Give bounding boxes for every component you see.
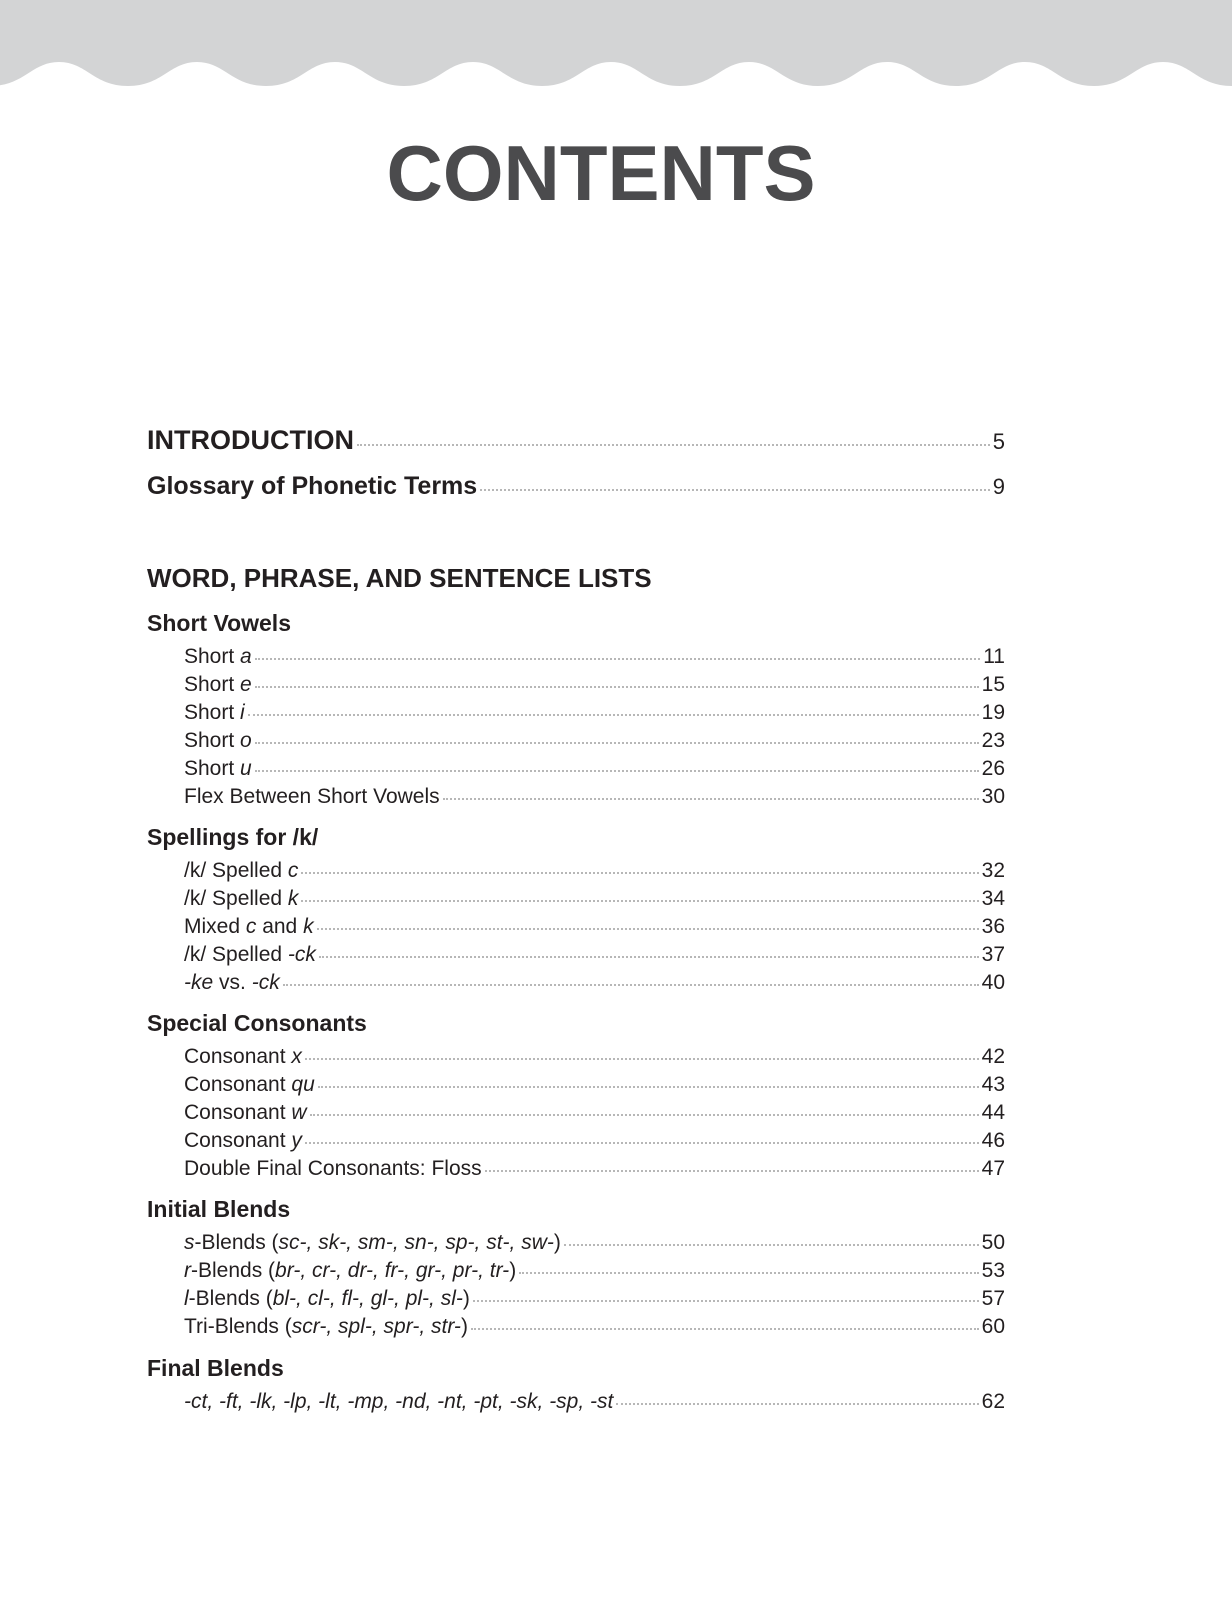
toc-entry[interactable] (184, 757, 1005, 781)
dot-leader (255, 770, 979, 772)
dot-leader (310, 1114, 979, 1116)
toc-entry-introduction[interactable] (147, 425, 1005, 456)
toc-page-number: 15 (981, 673, 1005, 696)
dot-leader (248, 714, 979, 716)
toc-entry-label: Short i (184, 701, 245, 724)
toc-page-number: 46 (981, 1129, 1005, 1152)
toc-entry[interactable] (184, 1287, 1005, 1311)
toc-entry-label: Consonant y (184, 1129, 302, 1152)
toc-page-number: 36 (981, 915, 1005, 938)
group-heading: Initial Blends (147, 1196, 291, 1222)
toc-entry-label: Short a (184, 645, 252, 668)
toc-page-number: 42 (981, 1045, 1005, 1068)
toc-entry[interactable] (184, 1073, 1005, 1097)
toc-entry[interactable] (184, 943, 1005, 967)
dot-leader (473, 1300, 979, 1302)
toc-entry[interactable] (184, 915, 1005, 939)
toc-entry[interactable] (184, 1259, 1005, 1283)
page-title: CONTENTS (386, 129, 816, 217)
toc-page-number: 57 (981, 1287, 1005, 1310)
toc-entry[interactable] (184, 701, 1005, 725)
dot-leader (519, 1272, 978, 1274)
dot-leader (301, 872, 978, 874)
toc-entry-glossary[interactable] (147, 472, 1005, 501)
toc-page-number: 47 (981, 1157, 1005, 1180)
toc-entry[interactable] (184, 1045, 1005, 1069)
group-heading: Special Consonants (147, 1010, 367, 1036)
dot-leader (480, 489, 990, 491)
toc-entry-label: Mixed c and k (184, 915, 314, 938)
dot-leader (301, 900, 978, 902)
group-heading: Short Vowels (147, 610, 291, 636)
group-heading: Spellings for /k/ (147, 824, 319, 850)
toc-page-number: 37 (981, 943, 1005, 966)
toc-page-number: 30 (981, 785, 1005, 808)
toc-page-number: 43 (981, 1073, 1005, 1096)
dot-leader (357, 444, 990, 446)
toc-entry[interactable] (184, 1390, 1005, 1414)
toc-entry[interactable] (184, 1129, 1005, 1153)
toc-page-number: 26 (981, 757, 1005, 780)
toc-entry-label: /k/ Spelled c (184, 859, 299, 882)
dot-leader (471, 1328, 979, 1330)
wavy-banner-shape (0, 0, 1232, 86)
toc-entry-label: /k/ Spelled -ck (184, 943, 316, 966)
section-heading: WORD, PHRASE, AND SENTENCE LISTS (147, 563, 652, 593)
toc-entry-label: Glossary of Phonetic Terms (147, 472, 478, 500)
toc-entry[interactable] (184, 859, 1005, 883)
toc-entry-label: Flex Between Short Vowels (184, 785, 440, 808)
toc-entry-label: r-Blends (br-, cr-, dr-, fr-, gr-, pr-, tr-) (184, 1259, 517, 1282)
dot-leader (319, 956, 979, 958)
dot-leader (283, 984, 979, 986)
dot-leader (317, 928, 979, 930)
toc-entry-label: l-Blends (bl-, cl-, fl-, gl-, pl-, sl-) (184, 1287, 470, 1310)
toc-entry-label: /k/ Spelled k (184, 887, 299, 910)
toc-entry[interactable] (184, 785, 1005, 809)
toc-page-number: 19 (981, 701, 1005, 724)
toc-entry[interactable] (184, 1101, 1005, 1125)
toc-entry[interactable] (184, 1315, 1005, 1339)
toc-page-number: 50 (981, 1231, 1005, 1254)
toc-entry[interactable] (184, 673, 1005, 697)
toc-page-number: 44 (981, 1101, 1005, 1124)
toc-entry-label: Consonant qu (184, 1073, 315, 1096)
dot-leader (443, 798, 979, 800)
dot-leader (616, 1403, 978, 1405)
toc-entry[interactable] (184, 645, 1005, 669)
toc-entry[interactable] (184, 971, 1005, 995)
toc-page-number: 60 (981, 1315, 1005, 1338)
toc-entry-label: Short o (184, 729, 252, 752)
toc-entry-label: Tri-Blends (scr-, spl-, spr-, str-) (184, 1315, 468, 1338)
toc-page-number: 23 (981, 729, 1005, 752)
toc-page-number: 9 (992, 474, 1005, 499)
toc-entry-label: -ke vs. -ck (184, 971, 280, 994)
toc-page-number: 5 (992, 429, 1005, 454)
toc-entry-label: Consonant w (184, 1101, 307, 1124)
toc-page-number: 34 (981, 887, 1005, 910)
toc-entry-label: Double Final Consonants: Floss (184, 1157, 482, 1180)
toc-entry[interactable] (184, 729, 1005, 753)
toc-entry[interactable] (184, 1157, 1005, 1181)
toc-entry-label: INTRODUCTION (147, 425, 354, 455)
toc-entry-label: Short u (184, 757, 252, 780)
dot-leader (255, 686, 979, 688)
dot-leader (305, 1142, 979, 1144)
toc-page-number: 53 (981, 1259, 1005, 1282)
toc-entry-label: s-Blends (sc-, sk-, sm-, sn-, sp-, st-, sw-) (184, 1231, 561, 1254)
toc-page-number: 40 (981, 971, 1005, 994)
group-heading: Final Blends (147, 1355, 284, 1381)
dot-leader (485, 1170, 979, 1172)
dot-leader (305, 1058, 979, 1060)
toc-entry[interactable] (184, 1231, 1005, 1255)
toc-entry-label: Short e (184, 673, 252, 696)
toc-entry-label: -ct, -ft, -lk, -lp, -lt, -mp, -nd, -nt, -pt, -sk, -sp, -st (184, 1390, 614, 1413)
dot-leader (564, 1244, 979, 1246)
toc-page-number: 11 (983, 645, 1005, 668)
toc-page-number: 32 (981, 859, 1005, 882)
toc-entry[interactable] (184, 887, 1005, 911)
dot-leader (318, 1086, 979, 1088)
wavy-banner (0, 0, 1232, 90)
dot-leader (255, 658, 980, 660)
toc-page-number: 62 (981, 1390, 1005, 1413)
toc-entry-label: Consonant x (184, 1045, 302, 1068)
dot-leader (255, 742, 979, 744)
